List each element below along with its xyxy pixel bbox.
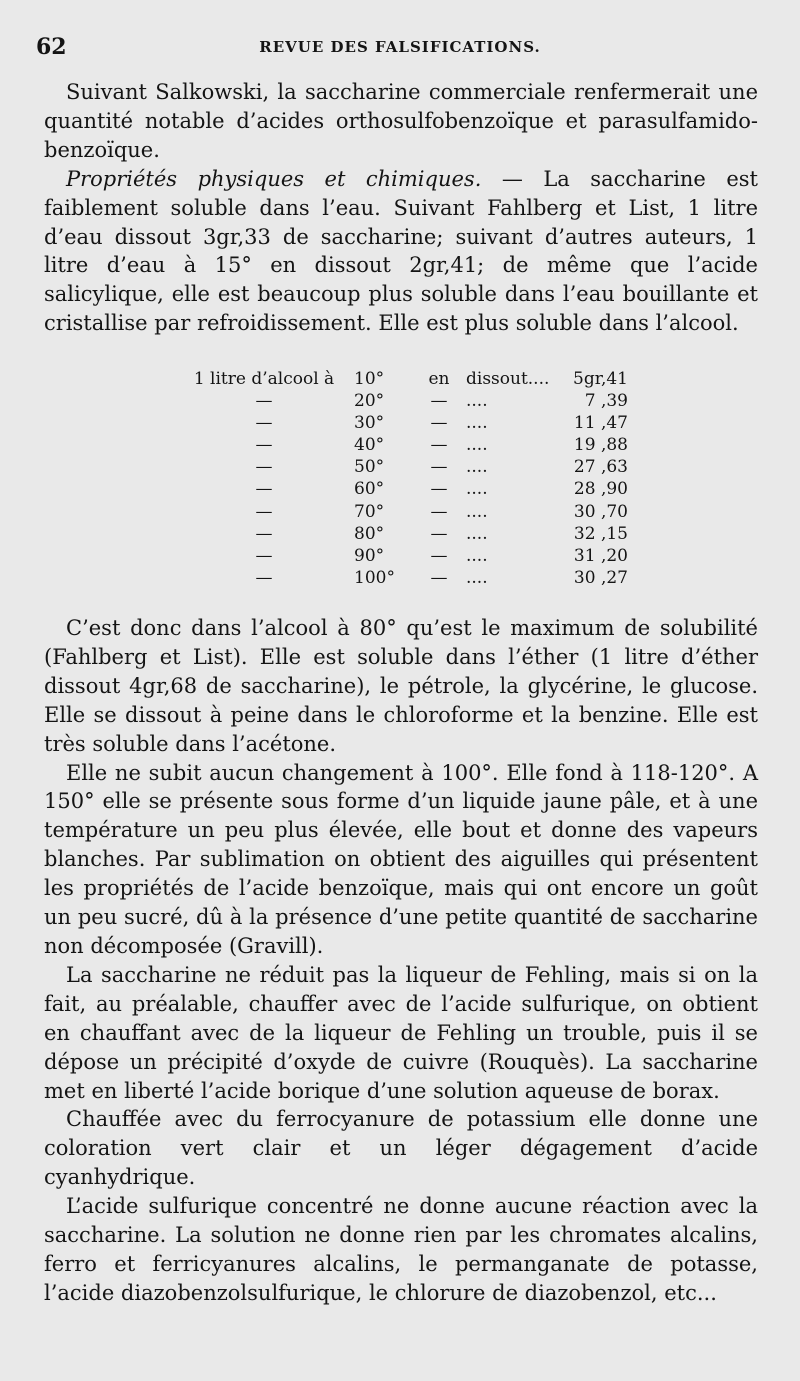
paragraph: Propriétés physiques et chimiques. — La saccharine est faiblement soluble dans l’eau. Suivant Fahlberg et List, 1 litre d’eau dissout 3gr,33 de saccharine; suivant d’autres auteurs, 1 litre d’eau à 15° en dissout 2gr,41; de même que l’acide salicylique, elle est beaucoup plus soluble dans l’eau bouillante et cristallise par refroidissement. Elle est plus soluble dans l’alcool. <box>44 166 758 336</box>
table-row <box>174 478 628 500</box>
table-cell-sep: — <box>430 501 448 522</box>
table-cell-value: 7 ,39 <box>584 391 628 412</box>
table-row <box>174 456 628 478</box>
table-cell-verb: .... <box>466 457 488 478</box>
table-row <box>174 368 628 390</box>
table-cell-temp: 30° <box>354 413 385 434</box>
table-cell-temp: 10° <box>354 369 385 389</box>
text-block-bottom <box>44 614 758 1308</box>
table-cell-label: — <box>255 523 273 544</box>
table-cell-value: 5gr,41 <box>573 369 628 389</box>
paragraph: C’est donc dans l’alcool à 80° qu’est le maximum de solubilité (Fahlberg et List). Elle est soluble dans l’éther (1 litre d’éther dissout 4gr,68 de saccharine), le pétrole, la glycérine, le glucose. Elle se dissout à peine dans le chloroforme et la benzine. Elle est très soluble dans l’acétone. <box>44 616 758 756</box>
table-row <box>174 390 628 412</box>
table-cell-verb: .... <box>466 413 488 434</box>
table-cell-label: — <box>255 457 273 478</box>
table-row <box>174 523 628 545</box>
table-row <box>174 567 628 589</box>
page-number: 62 <box>36 34 67 60</box>
table-cell-value: 32 ,15 <box>573 523 628 544</box>
table-cell-value: 11 ,47 <box>573 413 628 434</box>
table-cell-value: 30 ,70 <box>573 501 628 522</box>
table-cell-sep: — <box>430 413 448 434</box>
table-cell-temp: 90° <box>354 545 385 566</box>
table-cell-value: 27 ,63 <box>573 457 628 478</box>
table-cell-label: — <box>255 501 273 522</box>
table-row <box>174 545 628 567</box>
table-cell-sep: — <box>430 435 448 456</box>
table-cell-temp: 50° <box>354 457 385 478</box>
text-block-top <box>44 78 758 338</box>
table-cell-label: — <box>255 413 273 434</box>
table-cell-temp: 100° <box>354 567 395 588</box>
table-cell-temp: 20° <box>354 391 385 412</box>
table-cell-label: — <box>255 435 273 456</box>
table-cell-temp: 60° <box>354 479 385 500</box>
table-cell-value: 28 ,90 <box>573 479 628 500</box>
table-cell-verb: .... <box>466 501 488 522</box>
table-row <box>174 412 628 434</box>
table-cell-value: 30 ,27 <box>573 567 628 588</box>
paragraph: Chauffée avec du ferrocyanure de potassium elle donne une coloration vert clair et un léger dégagement d’acide cyanhydrique. <box>44 1107 758 1190</box>
table-cell-value: 31 ,20 <box>573 545 628 566</box>
table-row <box>174 501 628 523</box>
table-cell-temp: 80° <box>354 523 385 544</box>
paragraph: La saccharine ne réduit pas la liqueur de Fehling, mais si on la fait, au préalable, chauffer avec de l’acide sulfurique, on obtient en chauffant avec de la liqueur de Fehling un trouble, puis il se dépose un précipité d’oxyde de cuivre (Rouquès). La saccharine met en liberté l’acide borique d’une solution aqueuse de borax. <box>44 962 758 1103</box>
table-cell-label: — <box>255 391 273 412</box>
table-cell-sep: — <box>430 457 448 478</box>
table-cell-sep: — <box>430 391 448 412</box>
table-row <box>174 434 628 456</box>
paragraph: Elle ne subit aucun changement à 100°. Elle fond à 118-120°. A 150° elle se présente sous forme d’un liquide jaune pâle, et à une température un peu plus élevée, elle bout et donne des vapeurs blanches. Par sublimation on obtient des aiguilles qui présentent les propriétés de l’acide benzoïque, mais qui ont encore un goût un peu sucré, dû à la présence d’une petite quantité de saccharine non décomposée (Gravill). <box>44 760 758 958</box>
table-cell-verb: .... <box>466 479 488 500</box>
table-cell-verb: .... <box>466 523 488 544</box>
running-head <box>36 34 764 62</box>
section-heading: Propriétés physiques et chimiques. <box>66 166 482 191</box>
table-cell-label: — <box>255 545 273 566</box>
table-cell-sep: en <box>428 369 450 389</box>
solubility-table <box>174 368 628 589</box>
table-cell-temp: 70° <box>354 501 385 522</box>
table-cell-sep: — <box>430 567 448 588</box>
table-cell-verb: dissout.... <box>466 369 550 389</box>
table-cell-verb: .... <box>466 435 488 456</box>
table-cell-label: 1 litre d’alcool à <box>193 369 335 389</box>
table-cell-value: 19 ,88 <box>573 435 628 456</box>
table-cell-sep: — <box>430 545 448 566</box>
table-cell-verb: .... <box>466 391 488 412</box>
table-cell-label: — <box>255 567 273 588</box>
table-cell-sep: — <box>430 523 448 544</box>
table-cell-sep: — <box>430 479 448 500</box>
paragraph: Suivant Salkowski, la saccharine commerciale renfermerait une quantité notable d’acides orthosulfobenzoïque et parasulfamido-benzoïque. <box>44 80 758 162</box>
paragraph: L’acide sulfurique concentré ne donne aucune réaction avec la saccharine. La solution ne donne rien par les chromates alcalins, ferro et ferricyanures alcalins, le permanganate de potasse, l’acide diazobenzolsulfurique, le chlorure de diazobenzol, etc... <box>44 1194 758 1305</box>
journal-title: REVUE DES FALSIFICATIONS. <box>259 38 541 56</box>
table-cell-verb: .... <box>466 567 488 588</box>
table-cell-label: — <box>255 479 273 500</box>
table-cell-verb: .... <box>466 545 488 566</box>
table-cell-temp: 40° <box>354 435 385 456</box>
